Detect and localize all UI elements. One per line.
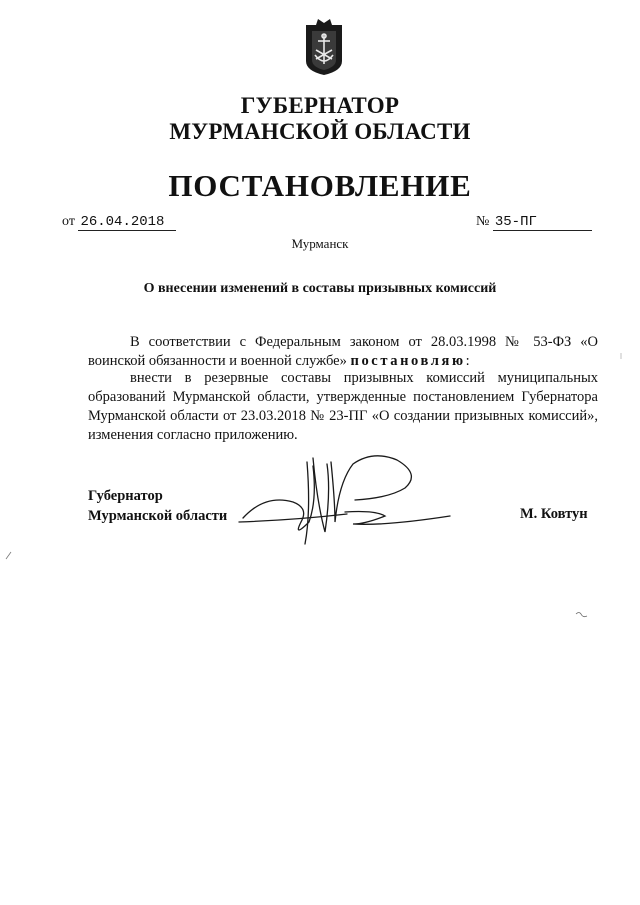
city: Мурманск xyxy=(291,236,349,251)
date-value: 26.04.2018 xyxy=(78,215,176,231)
coat-of-arms-icon xyxy=(302,17,346,77)
number-label: № xyxy=(476,214,490,229)
scan-speck xyxy=(618,352,624,360)
body-paragraph-2: внести в резервные составы призывных комиссий муниципальных образований Мурманской области, утвержденные постановлением Губернатора Мурманской области от 23.03.2018 № 23-ПГ «О создании призывных комиссий», изменения согласно приложению. xyxy=(88,370,598,443)
document-type: ПОСТАНОВЛЕНИЕ xyxy=(168,168,472,203)
number-field xyxy=(476,214,592,231)
scan-speck xyxy=(575,610,589,622)
decree-colon: : xyxy=(465,353,470,369)
decree-word: постановляю xyxy=(350,353,466,369)
handwritten-signature xyxy=(235,452,465,547)
document-subject: О внесении изменений в составы призывных комиссий xyxy=(143,281,497,296)
issuer-title-line1: ГУБЕРНАТОР xyxy=(240,93,400,118)
signatory-name: М. Ковтун xyxy=(520,506,588,522)
issuer-title-line2: МУРМАНСКОЙ ОБЛАСТИ xyxy=(169,119,471,144)
position-line-1: Губернатор xyxy=(88,488,163,504)
body-paragraph-1 xyxy=(88,333,598,371)
position-line-2: Мурманской области xyxy=(88,508,228,524)
date-field xyxy=(62,214,176,231)
signatory-position xyxy=(88,486,227,526)
basis-text: В соответствии с Федеральным законом от 28.03.1998 № 53-ФЗ «О воинской обязанности и военной службе» xyxy=(88,334,598,369)
date-label: от xyxy=(62,214,75,229)
number-value: 35-ПГ xyxy=(493,215,592,231)
scan-speck xyxy=(5,550,13,560)
